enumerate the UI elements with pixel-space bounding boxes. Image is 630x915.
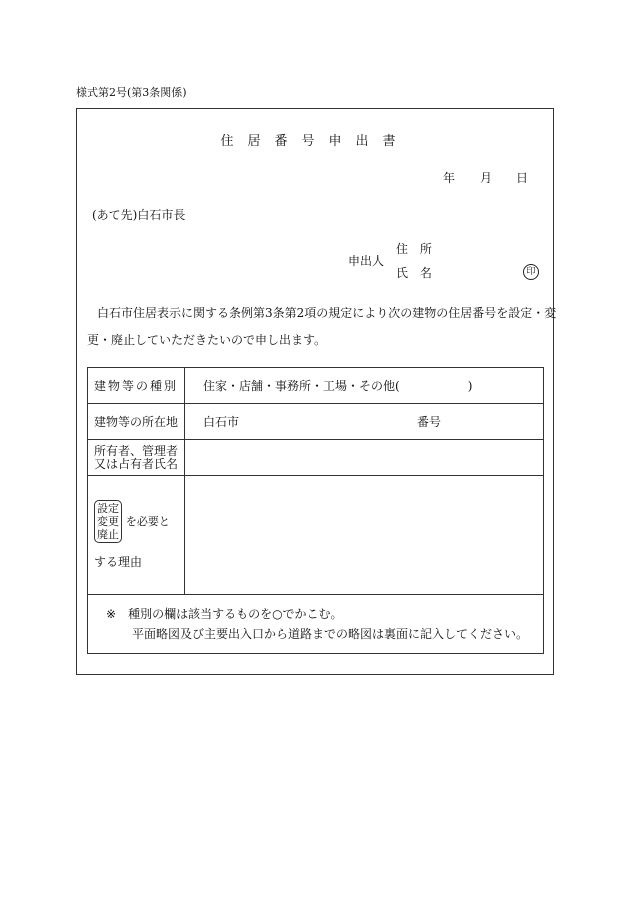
date-day: 日 [516, 171, 529, 185]
note-mark: ※ [106, 607, 117, 621]
name-label: 氏 名 [396, 266, 436, 280]
application-table [87, 367, 544, 654]
building-type-options: 住家・店舗・事務所・工場・その他( [203, 379, 400, 393]
table-row [88, 368, 544, 404]
form-number: 様式第2号(第3条関係) [76, 86, 187, 99]
building-type-cell[interactable] [185, 368, 544, 404]
reason-options: 設定 変更 廃止 [94, 500, 122, 543]
table-row [88, 440, 544, 476]
owner-name-cell[interactable] [185, 440, 544, 476]
location-city: 白石市 [203, 415, 240, 429]
note-line-2: 平面略図及び主要出入口から道路までの略図は裏面に記入してください。 [132, 627, 529, 641]
date-month: 月 [480, 171, 493, 185]
location-number-label: 番号 [417, 415, 442, 429]
intro-text: 白石市住居表示に関する条例第3条第2項の規定により次の建物の住居番号を設定・変更・廃止していただきたいので申し出ます。 [87, 306, 557, 347]
building-type-label: 建物等の種別 [88, 368, 185, 404]
reason-label: 設定 変更 廃止 を必要と する理由 [88, 476, 185, 595]
table-row [88, 404, 544, 440]
seal-mark [523, 263, 539, 280]
notes-cell [88, 595, 544, 654]
applicant-label: 申出人 [348, 254, 385, 268]
seal-icon: 印 [523, 264, 539, 280]
owner-label: 所有者、管理者 又は占有者氏名 [88, 440, 185, 476]
table-row [88, 476, 544, 595]
location-label: 建物等の所在地 [88, 404, 185, 440]
reason-cell[interactable] [185, 476, 544, 595]
location-cell[interactable] [185, 404, 544, 440]
address-label: 住 所 [396, 242, 436, 256]
page-title: 住居番号申出書 [220, 134, 410, 149]
note-line-1: 種別の欄は該当するものを○でかこむ。 [128, 607, 343, 621]
building-type-close: ) [467, 379, 473, 393]
addressee: (あて先)白石市長 [92, 208, 186, 222]
table-row [88, 595, 544, 654]
date-year: 年 [443, 171, 456, 185]
